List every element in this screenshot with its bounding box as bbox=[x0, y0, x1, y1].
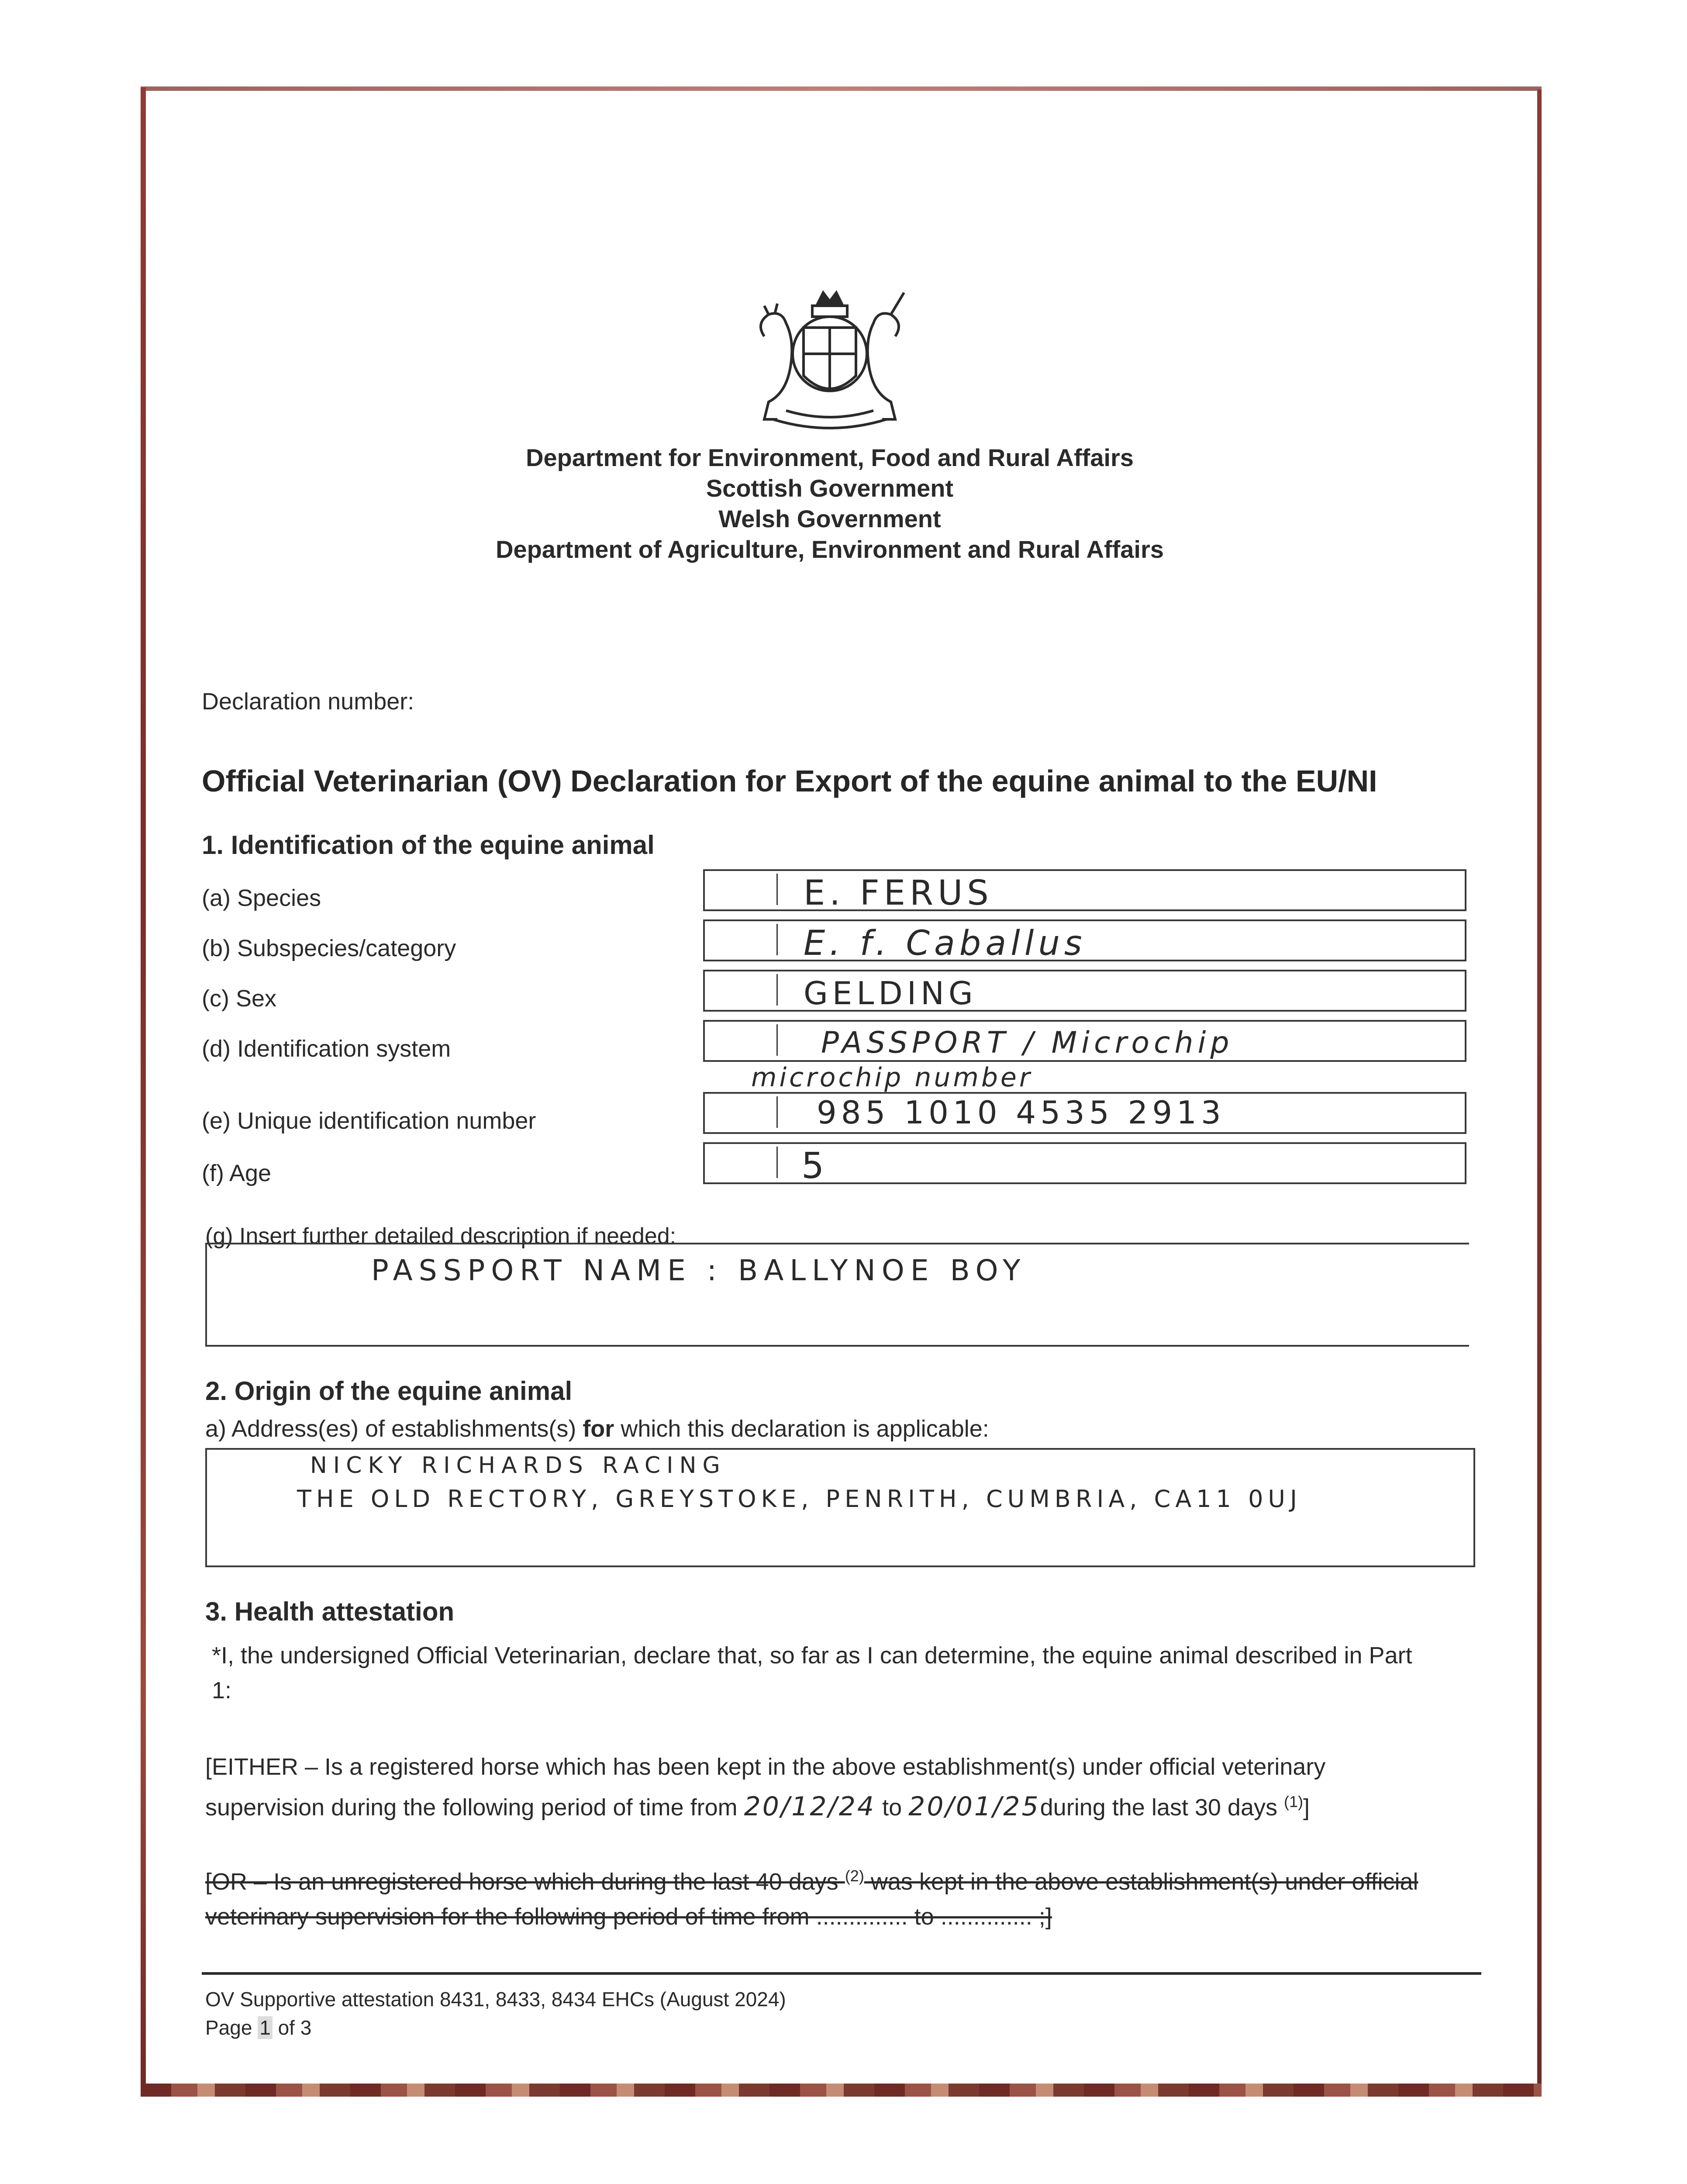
species-label: (a) Species bbox=[202, 885, 321, 911]
footer-page-number: Page 1 of 3 bbox=[205, 2016, 312, 2039]
attestation-intro-line-1: *I, the undersigned Official Veterinarian, declare that, so far as I can determine, the equine animal described in Part bbox=[212, 1642, 1412, 1669]
section2-heading: 2. Origin of the equine animal bbox=[205, 1376, 573, 1406]
further-description-value: PASSPORT NAME : BALLYNOE BOY bbox=[371, 1254, 1027, 1287]
dept-scottish-government: Scottish Government bbox=[706, 474, 954, 502]
unique-id-label: (e) Unique identification number bbox=[202, 1108, 536, 1134]
footer-document-ref: OV Supportive attestation 8431, 8433, 8434 EHCs (August 2024) bbox=[205, 1988, 786, 2011]
field-divider bbox=[776, 1147, 778, 1178]
period-to-value: 20/01/25 bbox=[908, 1791, 1040, 1822]
address-label: a) Address(es) of establishments(s) for which this declaration is applicable: bbox=[205, 1416, 989, 1442]
identification-system-value: PASSPORT / Microchip bbox=[821, 1026, 1234, 1060]
field-divider bbox=[776, 924, 778, 955]
field-divider bbox=[776, 874, 778, 905]
field-divider bbox=[776, 1096, 778, 1128]
or-clause-line-1: [OR – Is an unregistered horse which during the last 40 days $^{(2)}$ was kept in the above establishment(s) under official bbox=[205, 1867, 1418, 1895]
section3-heading: 3. Health attestation bbox=[205, 1597, 455, 1626]
attestation-intro bbox=[212, 1638, 1470, 1708]
age-label: (f) Age bbox=[202, 1160, 272, 1186]
age-value: 5 bbox=[801, 1145, 829, 1187]
period-from-value: 20/12/24 bbox=[744, 1791, 876, 1822]
footer-divider bbox=[202, 1972, 1481, 1975]
paper-edge-top bbox=[141, 86, 1542, 91]
or-clause bbox=[205, 1859, 1480, 1934]
further-description-label: (g) Insert further detailed description if needed: bbox=[205, 1223, 676, 1249]
microchip-number-note: microchip number bbox=[751, 1062, 1033, 1093]
subspecies-value: E. f. Caballus bbox=[804, 924, 1087, 963]
species-value: E. FERUS bbox=[804, 874, 993, 913]
address-line-1: NICKY RICHARDS RACING bbox=[310, 1452, 726, 1479]
either-clause bbox=[205, 1749, 1472, 1825]
subspecies-label: (b) Subspecies/category bbox=[202, 935, 456, 961]
paper-edge-left bbox=[141, 87, 146, 2097]
identification-system-label: (d) Identification system bbox=[202, 1036, 451, 1062]
either-clause-line-1: [EITHER – Is a registered horse which has been kept in the above establishment(s) under official veterinary bbox=[205, 1754, 1326, 1780]
royal-crest-icon bbox=[738, 288, 921, 437]
page-title: Official Veterinarian (OV) Declaration for Export of the equine animal to the EU/NI bbox=[202, 764, 1377, 798]
unique-id-value: 985 1010 4535 2913 bbox=[817, 1094, 1225, 1131]
field-divider bbox=[776, 1024, 778, 1056]
sex-value: GELDING bbox=[804, 975, 977, 1012]
either-clause-line-2: supervision during the following period of time from 20/12/24 to 20/01/25during the last 30 days $^{(1)}$] bbox=[205, 1791, 1310, 1822]
address-line-2: THE OLD RECTORY, GREYSTOKE, PENRITH, CUMBRIA, CA11 0UJ bbox=[297, 1485, 1302, 1513]
dept-daera: Department of Agriculture, Environment and Rural Affairs bbox=[496, 536, 1164, 563]
paper-edge-right bbox=[1537, 90, 1542, 2094]
attestation-intro-line-2: 1: bbox=[212, 1677, 232, 1704]
field-divider bbox=[776, 974, 778, 1006]
paper-edge-bottom bbox=[141, 2084, 1542, 2097]
declaration-number-label: Declaration number: bbox=[202, 688, 414, 715]
dept-welsh-government: Welsh Government bbox=[718, 505, 941, 532]
or-clause-line-2: veterinary supervision for the following period of time from .............. to .............. ;] bbox=[205, 1904, 1052, 1930]
sex-label: (c) Sex bbox=[202, 985, 277, 1012]
section1-heading: 1. Identification of the equine animal bbox=[202, 830, 655, 860]
dept-defra: Department for Environment, Food and Rural Affairs bbox=[526, 444, 1134, 471]
